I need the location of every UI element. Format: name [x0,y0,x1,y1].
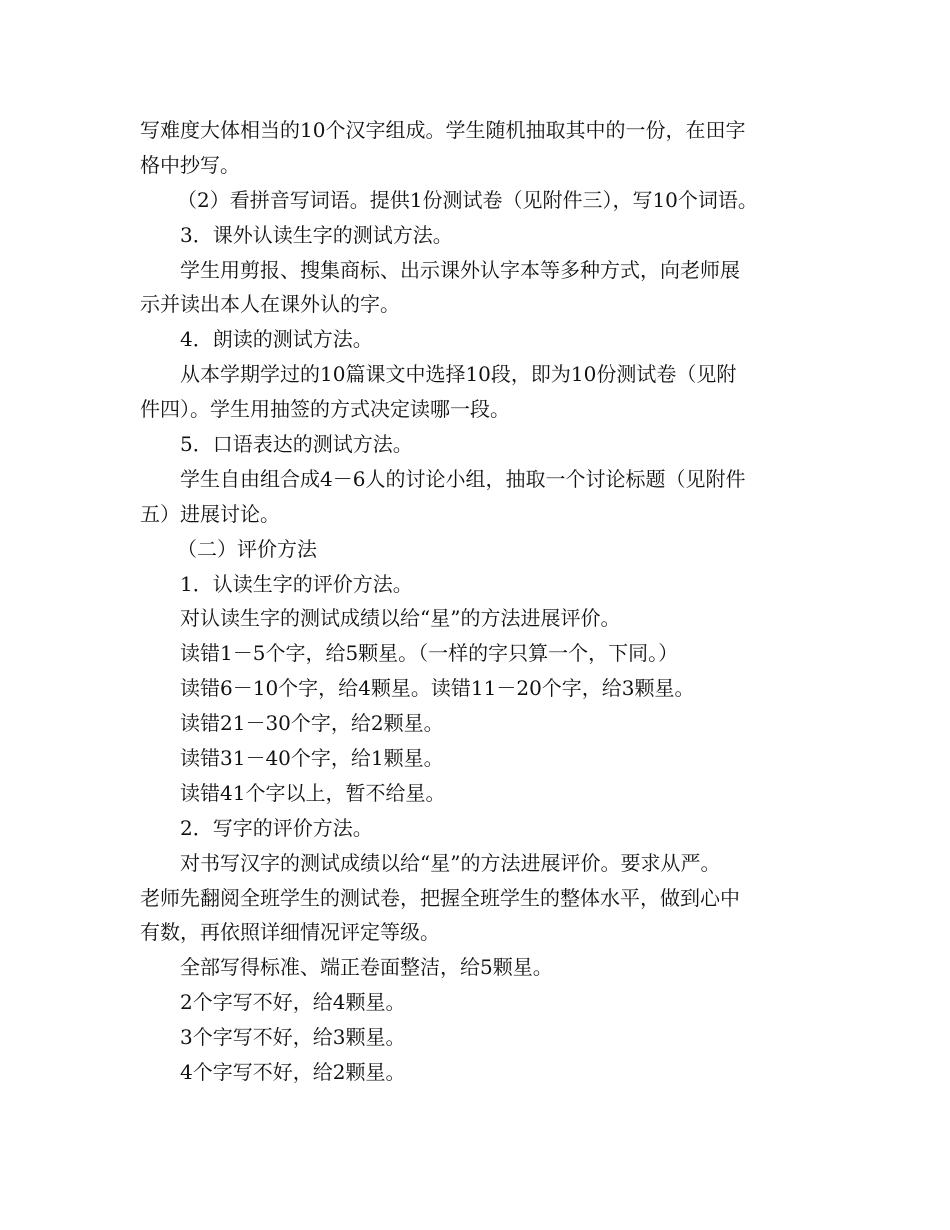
text-line: （2）看拼音写词语。提供1份测试卷（见附件三），写10个词语。 [177,187,758,212]
text-line: 写难度大体相当的10个汉字组成。学生随机抽取其中的一份，在田字 [140,118,746,142]
section-heading: （二）评价方法 [177,536,317,561]
text-line: 对认读生字的测试成绩以给“星”的方法进展评价。 [180,606,621,631]
text-line: 示并读出本人在课外认的字。 [140,292,400,317]
section-heading: 4．朗读的测试方法。 [180,327,373,352]
text-line: 格中抄写。 [140,152,240,177]
section-heading: 1．认读生字的评价方法。 [180,571,413,596]
text-line: 3个字写不好，给3颗星。 [180,1025,406,1050]
text-line: 老师先翻阅全班学生的测试卷，把握全班学生的整体水平，做到心中 [140,885,740,910]
text-line: 五）进展讨论。 [140,501,280,526]
text-line: 2个字写不好，给4颗星。 [180,990,406,1015]
text-line: 读错31－40个字，给1颗星。 [180,746,444,771]
text-line: 读错6－10个字，给4颗星。读错11－20个字，给3颗星。 [180,676,695,701]
text-line: 件四）。学生用抽签的方式决定读哪一段。 [140,397,510,422]
document-body [140,113,830,1090]
text-line: 从本学期学过的10篇课文中选择10段，即为10份测试卷（见附 [180,362,737,387]
section-heading: 2．写字的评价方法。 [180,815,373,840]
text-line: 对书写汉字的测试成绩以给“星”的方法进展评价。要求从严。 [180,850,721,875]
text-line: 读错21－30个字，给2颗星。 [180,711,444,736]
section-heading: 3．课外认读生字的测试方法。 [180,222,453,247]
text-line: 学生用剪报、搜集商标、出示课外认字本等多种方式，向老师展 [180,257,740,282]
text-line: 读错1－5个字，给5颗星。（一样的字只算一个，下同。） [180,641,679,666]
text-line: 有数，再依照详细情况评定等级。 [140,920,440,945]
text-line: 全部写得标准、端正卷面整洁，给5颗星。 [180,955,553,980]
text-line: 学生自由组合成4－6人的讨论小组，抽取一个讨论标题（见附件 [180,466,746,491]
section-heading: 5．口语表达的测试方法。 [180,432,413,457]
text-line: 4个字写不好，给2颗星。 [180,1060,406,1085]
text-line: 读错41个字以上，暂不给星。 [180,780,446,805]
